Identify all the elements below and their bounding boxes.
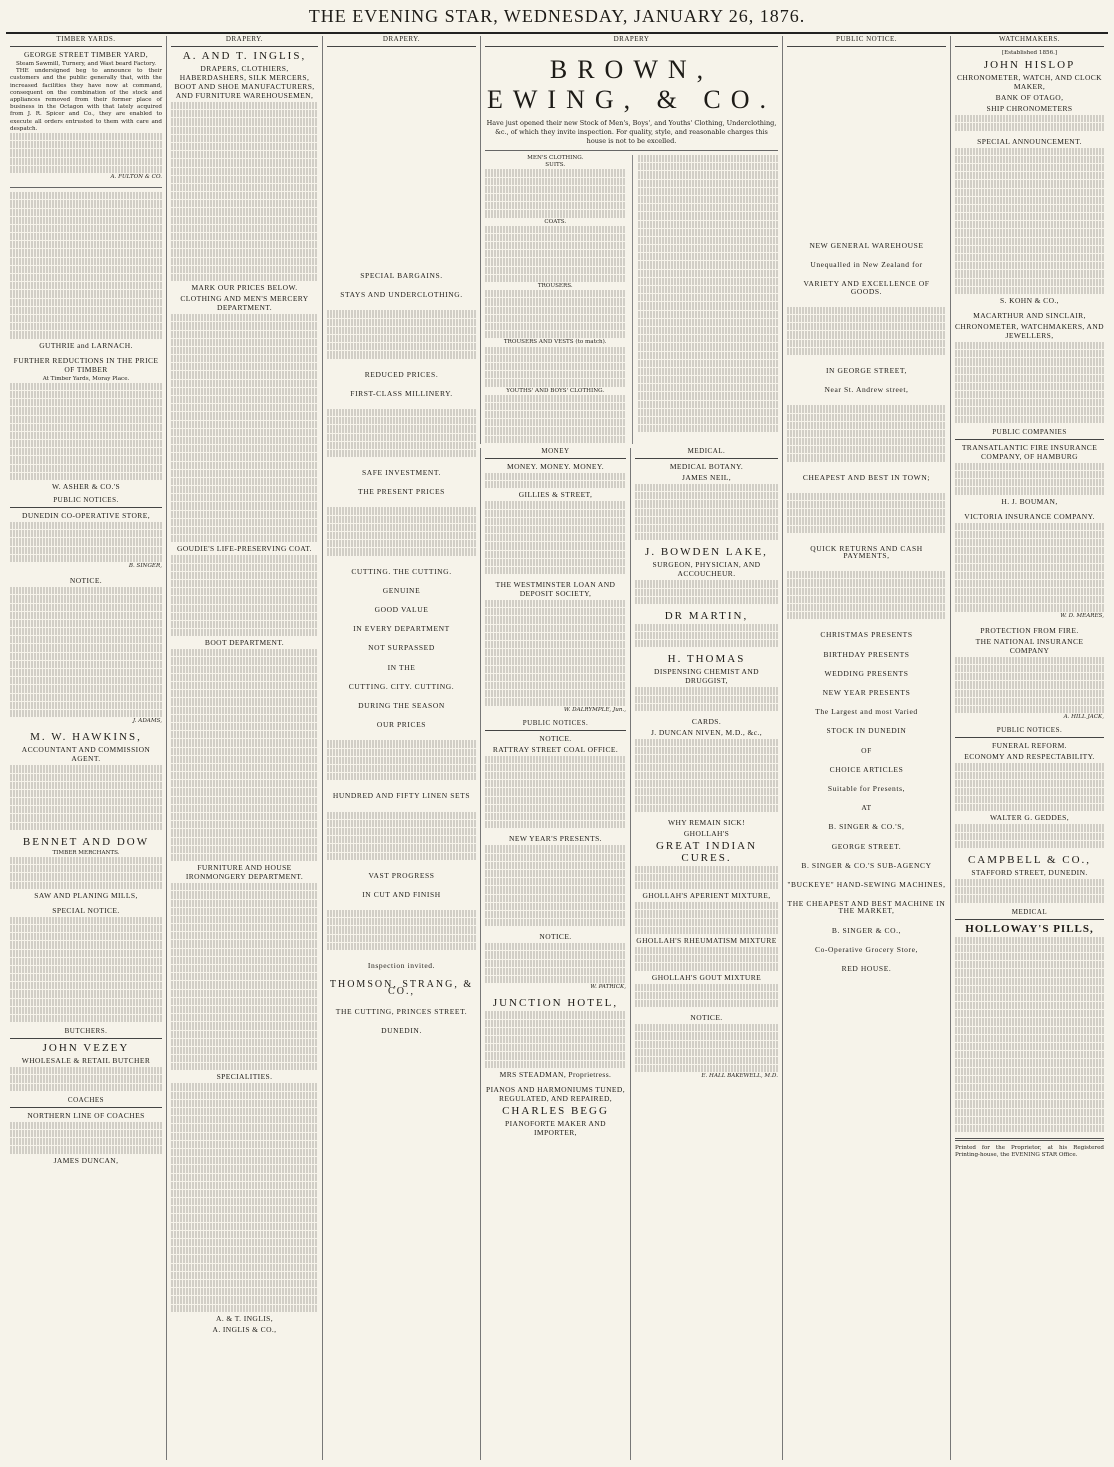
ad-line: OF xyxy=(861,745,872,755)
ad-title: H. THOMAS xyxy=(667,653,746,666)
ad-title: DUNEDIN CO-OPERATIVE STORE, xyxy=(22,511,150,520)
ad-subtitle: DRAPERS, CLOTHIERS, HABERDASHERS, SILK MERCERS, BOOT AND SHOE MANUFACTURERS, AND FURNITURE WAREHOUSEMEN, xyxy=(174,64,315,100)
section-header-watchmakers: WATCHMAKERS. xyxy=(955,36,1104,47)
ad-signature: W. D. MEARES, xyxy=(1060,612,1104,619)
section-youths: YOUTHS' AND BOYS' CLOTHING. xyxy=(506,387,605,394)
ad-line: NOT SURPASSED xyxy=(368,643,435,653)
ad-subtitle: BANK OF OTAGO, xyxy=(995,93,1064,103)
ad-line: GOOD VALUE xyxy=(374,605,429,614)
ad-subtitle: THE NATIONAL INSURANCE COMPANY xyxy=(975,636,1084,655)
ad-title: CHARLES BEGG xyxy=(502,1104,609,1117)
ad-subtitle: Steam Sawmill, Turnery, and Wast beard Factory. xyxy=(15,61,157,67)
ad-title: GEORGE STREET TIMBER YARD, xyxy=(23,50,149,59)
ad-line: CUTTING. CITY. CUTTING. xyxy=(348,681,455,691)
ad-subtitle: GHOLLAH'S GOUT MIXTURE xyxy=(651,972,762,982)
ad-thomson-strang xyxy=(327,272,476,1034)
ad-title: CARDS. xyxy=(691,717,722,726)
section-header-public-notices: PUBLIC NOTICES. xyxy=(485,720,626,731)
ad-signature: S. KOHN & CO., xyxy=(1000,295,1059,305)
ad-northern-coaches xyxy=(10,1111,162,1165)
ad-line: SAFE INVESTMENT. xyxy=(361,468,442,478)
column-watchmakers xyxy=(950,36,1108,1460)
printer-imprint: Printed for the Proprietor, at his Registered Printing-house, the EVENING STAR Office. xyxy=(955,1145,1104,1159)
ad-line: WEDDING PRESENTS xyxy=(824,668,909,678)
section-header-public-notice: PUBLIC NOTICE. xyxy=(787,36,946,47)
ad-line: RED HOUSE. xyxy=(841,963,892,973)
ad-signature: W. PATRICK, xyxy=(590,984,626,991)
ad-signature: J. ADAMS, xyxy=(132,718,162,725)
column-money xyxy=(480,448,630,1460)
ad-signature: H. J. BOUMAN, xyxy=(1001,496,1058,506)
ad-guthrie xyxy=(10,192,162,349)
ad-line: NEW GENERAL WAREHOUSE xyxy=(809,241,924,250)
ad-line: CUTTING. THE CUTTING. xyxy=(351,566,452,576)
ad-title: PIANOS AND HARMONIUMS TUNED, REGULATED, AND REPAIRED, xyxy=(486,1084,625,1103)
ad-intro: Have just opened their new Stock of Men's, Boys', and Youths' Clothing, Underclothing, &c., of which they invite inspection. For quality, style, and reasonable charges this house is not to be excelled. xyxy=(486,119,777,145)
ad-signature: A. INGLIS & CO., xyxy=(212,1324,277,1334)
ad-title: M. W. HAWKINS, xyxy=(30,731,142,744)
ad-established: [Established 1856.] xyxy=(1001,50,1058,56)
ad-title: MONEY. MONEY. MONEY. xyxy=(507,462,604,471)
ad-body: THE undersigned beg to announce to their customers and the public generally that, with the increased facilities they have now at command, consequent on the combination of the stock and appliances removed from their former place of business in the Octagon with that lately acquired from J. R. Spicer and Co., they are enabled to execute all orders entrusted to them with care and despatch. xyxy=(10,68,162,132)
ad-line: B. SINGER & CO.'S, xyxy=(828,822,905,832)
section-header-public-companies: PUBLIC COMPANIES xyxy=(955,429,1104,440)
ad-line: VARIETY AND EXCELLENCE OF GOODS. xyxy=(803,279,930,296)
ad-title: MEDICAL BOTANY. xyxy=(669,462,744,471)
ad-title: HOLLOWAY'S PILLS, xyxy=(965,922,1094,935)
section-mens-clothing: MEN'S CLOTHING. xyxy=(527,155,584,161)
ad-title: NOTICE. xyxy=(539,932,572,942)
ad-subtitle: TIMBER MERCHANTS. xyxy=(52,849,120,856)
ad-subtitle: STAFFORD STREET, DUNEDIN. xyxy=(971,868,1088,878)
ad-vezey xyxy=(10,1042,162,1091)
ad-title: WHY REMAIN SICK! xyxy=(668,817,745,827)
ad-signature: A. HILL JACK, xyxy=(1063,714,1104,721)
ad-title: TRANSATLANTIC FIRE INSURANCE COMPANY, OF HAMBURG xyxy=(961,442,1098,461)
column-thomson xyxy=(322,36,480,1460)
ad-subtitle: SHIP CHRONOMETERS xyxy=(986,104,1073,114)
ad-signature: GUTHRIE and LARNACH. xyxy=(39,340,133,350)
ad-subtitle: PIANOFORTE MAKER AND IMPORTER, xyxy=(505,1118,606,1137)
ad-title: JUNCTION HOTEL, xyxy=(492,997,619,1010)
ad-title: PROTECTION FROM FIRE. xyxy=(980,625,1079,635)
ad-title: BENNET AND DOW xyxy=(22,835,150,848)
ad-subtitle: RATTRAY STREET COAL OFFICE. xyxy=(492,744,619,754)
ad-signature: E. HALL BAKEWELL, M.D. xyxy=(701,1073,778,1080)
ad-signature: A. & T. INGLIS, xyxy=(216,1313,273,1323)
ad-title: SPECIAL ANNOUNCEMENT. xyxy=(977,136,1082,146)
ad-subtitle: GHOLLAH'S RHEUMATISM MIXTURE xyxy=(636,936,777,945)
ad-title: THE WESTMINSTER LOAN AND DEPOSIT SOCIETY, xyxy=(495,580,616,599)
ad-line: IN GEORGE STREET, xyxy=(825,365,908,375)
ad-cooperative xyxy=(10,511,162,570)
ad-signature: A. FULTON & CO. xyxy=(110,173,162,180)
ad-inglis xyxy=(171,50,318,1334)
ad-heading: MARK OUR PRICES BELOW. xyxy=(191,283,298,293)
ad-subtitle: WHOLESALE & RETAIL BUTCHER xyxy=(21,1056,151,1066)
ad-subtitle: CHRONOMETER, WATCH, AND CLOCK MAKER, xyxy=(956,73,1102,92)
ad-subtitle: CHRONOMETER, WATCHMAKERS, AND JEWELLERS, xyxy=(955,321,1104,340)
ad-asher xyxy=(10,356,162,491)
ad-line: BIRTHDAY PRESENTS xyxy=(823,649,910,659)
ad-line: VAST PROGRESS xyxy=(368,870,435,880)
ad-line: Near St. Andrew street, xyxy=(824,385,909,395)
ad-line: IN EVERY DEPARTMENT xyxy=(353,624,450,634)
section-header-drapery: DRAPERY. xyxy=(171,36,318,47)
masthead-rule xyxy=(6,32,1108,34)
section-header-drapery: DRAPERY xyxy=(485,36,778,47)
ad-line: CHEAPEST AND BEST IN TOWN; xyxy=(802,472,931,482)
ad-subtitle: JAMES NEIL, xyxy=(682,473,731,482)
column-inglis xyxy=(166,36,322,1460)
ad-line: B. SINGER & CO.'S SUB-AGENCY xyxy=(801,860,932,870)
ad-title: NEW YEAR'S PRESENTS. xyxy=(509,834,602,844)
ad-singer xyxy=(787,242,946,972)
ad-line: SPECIAL BARGAINS. xyxy=(360,271,443,280)
masthead: THE EVENING STAR, WEDNESDAY, JANUARY 26, 1876. xyxy=(308,6,806,26)
ad-line: GEORGE STREET. xyxy=(831,841,902,851)
ad-heading: FURNITURE AND HOUSE IRONMONGERY DEPARTMENT. xyxy=(185,863,304,882)
ad-line: STOCK IN DUNEDIN xyxy=(826,726,907,736)
ad-hawkins xyxy=(10,731,162,830)
ad-line: GENUINE xyxy=(382,585,421,595)
ad-line: REDUCED PRICES. xyxy=(364,369,439,379)
ad-line: IN CUT AND FINISH xyxy=(362,889,441,899)
ad-title: FURTHER REDUCTIONS IN THE PRICE OF TIMBER xyxy=(13,355,159,374)
ad-heading: GOUDIE'S LIFE-PRESERVING COAT. xyxy=(177,544,312,554)
ad-line: Co-Operative Grocery Store, xyxy=(814,944,919,954)
ad-title: FUNERAL REFORM. xyxy=(992,741,1067,751)
ad-line: DURING THE SEASON xyxy=(358,701,445,711)
ad-line: QUICK RETURNS AND CASH PAYMENTS, xyxy=(810,543,923,560)
section-trousers: TROUSERS. xyxy=(537,283,573,290)
ad-subtitle: GHOLLAH'S APERIENT MIXTURE, xyxy=(642,891,771,901)
ad-signature: JAMES DUNCAN, xyxy=(53,1155,119,1165)
ad-line: "BUCKEYE" HAND-SEWING MACHINES, xyxy=(787,879,946,889)
ad-signature: MRS STEADMAN, Proprietress. xyxy=(499,1069,612,1079)
ad-subtitle: DUNEDIN. xyxy=(381,1025,422,1035)
ad-subtitle: ECONOMY AND RESPECTABILITY. xyxy=(964,752,1095,762)
ad-brown-ewing xyxy=(480,36,782,444)
ad-title: JOHN VEZEY xyxy=(42,1042,130,1055)
ad-title: VICTORIA INSURANCE COMPANY. xyxy=(964,511,1095,521)
column-timber xyxy=(6,36,166,1460)
ad-saw-mills: SAW AND PLANING MILLS, xyxy=(34,890,138,900)
ad-line: NEW YEAR PRESENTS xyxy=(822,687,911,697)
ad-subtitle: SURGEON, PHYSICIAN, AND ACCOUCHEUR. xyxy=(652,560,761,579)
section-suits: SUITS. xyxy=(545,162,566,169)
ad-line: Suitable for Presents, xyxy=(827,783,906,793)
column-medical xyxy=(630,448,782,1460)
section-header-drapery: DRAPERY. xyxy=(327,36,476,47)
ad-title: J. BOWDEN LAKE, xyxy=(645,546,768,559)
ad-subtitle: J. DUNCAN NIVEN, M.D., &c., xyxy=(650,728,762,737)
ad-subtitle: DISPENSING CHEMIST AND DRUGGIST, xyxy=(654,667,759,686)
ad-title: NORTHERN LINE OF COACHES xyxy=(27,1110,145,1120)
section-trousers-vests: TROUSERS AND VESTS (to match). xyxy=(503,339,607,346)
ad-line: CHOICE ARTICLES xyxy=(829,764,904,774)
ad-line: Inspection invited. xyxy=(367,961,436,971)
ad-signature: GILLIES & STREET, xyxy=(518,490,593,500)
ad-line: HUNDRED AND FIFTY LINEN SETS xyxy=(332,791,471,801)
ad-notice-adams xyxy=(10,576,162,725)
ad-heading: SPECIALITIES. xyxy=(216,1072,273,1082)
ad-signature: W. DALRYMPLE, Jun., xyxy=(563,706,626,713)
ad-line: FIRST-CLASS MILLINERY. xyxy=(350,388,453,398)
ad-title: NOTICE. xyxy=(539,733,572,743)
ad-signature: W. ASHER & CO.'S xyxy=(51,482,121,491)
ad-subtitle: GREAT INDIAN CURES. xyxy=(655,839,758,864)
ad-subtitle: At Timber Yards, Moray Place. xyxy=(42,375,130,382)
column-singer xyxy=(782,36,950,1460)
ad-line: STAYS AND UNDERCLOTHING. xyxy=(340,290,463,300)
section-header-public-notices: PUBLIC NOTICES. xyxy=(10,497,162,508)
ad-title: CAMPBELL & CO., xyxy=(967,854,1092,867)
ad-bennet-dow xyxy=(10,836,162,900)
ad-heading: BOOT DEPARTMENT. xyxy=(204,638,285,648)
ad-line: IN THE xyxy=(387,662,416,672)
ad-signature: B. SINGER, xyxy=(128,562,162,569)
ad-signature: WALTER G. GEDDES, xyxy=(989,813,1070,823)
ad-subtitle: THE CUTTING, PRINCES STREET. xyxy=(335,1006,468,1016)
ad-title: MACARTHUR AND SINCLAIR, xyxy=(973,310,1086,320)
section-header-medical: MEDICAL. xyxy=(635,448,778,459)
ad-line: AT xyxy=(861,803,872,813)
ad-line: OUR PRICES xyxy=(376,720,427,730)
ad-title: SPECIAL NOTICE. xyxy=(52,905,120,915)
section-header-butchers: BUTCHERS. xyxy=(10,1028,162,1039)
section-header-medical: MEDICAL xyxy=(955,909,1104,920)
ad-george-street-timber xyxy=(10,50,162,181)
ad-line: B. SINGER & CO., xyxy=(831,925,902,935)
ad-title: A. AND T. INGLIS, xyxy=(182,50,307,62)
ad-title: NOTICE. xyxy=(69,576,103,586)
ad-title: NOTICE. xyxy=(690,1013,723,1023)
ad-heading: CLOTHING AND MEN'S MERCERY DEPARTMENT. xyxy=(180,294,309,313)
ad-line: THE CHEAPEST AND BEST MACHINE IN THE MARKET, xyxy=(787,899,946,916)
section-header-timber: TIMBER YARDS. xyxy=(10,36,162,47)
section-header-public-notices: PUBLIC NOTICES. xyxy=(955,727,1104,738)
section-header-money: MONEY xyxy=(485,448,626,459)
ad-line: CHRISTMAS PRESENTS xyxy=(820,630,913,640)
ad-line: The Largest and most Varied xyxy=(815,707,918,717)
ad-line: Unequalled in New Zealand for xyxy=(810,260,923,270)
ad-subtitle: GHOLLAH'S xyxy=(683,828,730,838)
ad-title: THOMSON, STRANG, & CO., xyxy=(329,979,474,998)
ad-title: DR MARTIN, xyxy=(664,609,749,622)
ad-subtitle: ACCOUNTANT AND COMMISSION AGENT. xyxy=(21,745,151,764)
ad-special-notice xyxy=(10,906,162,1022)
section-coats: COATS. xyxy=(544,218,567,225)
section-header-coaches: COACHES xyxy=(10,1097,162,1108)
ad-title: BROWN, EWING, & CO. xyxy=(487,55,776,114)
ad-title: JOHN HISLOP xyxy=(983,59,1076,72)
ad-line: THE PRESENT PRICES xyxy=(358,487,445,497)
